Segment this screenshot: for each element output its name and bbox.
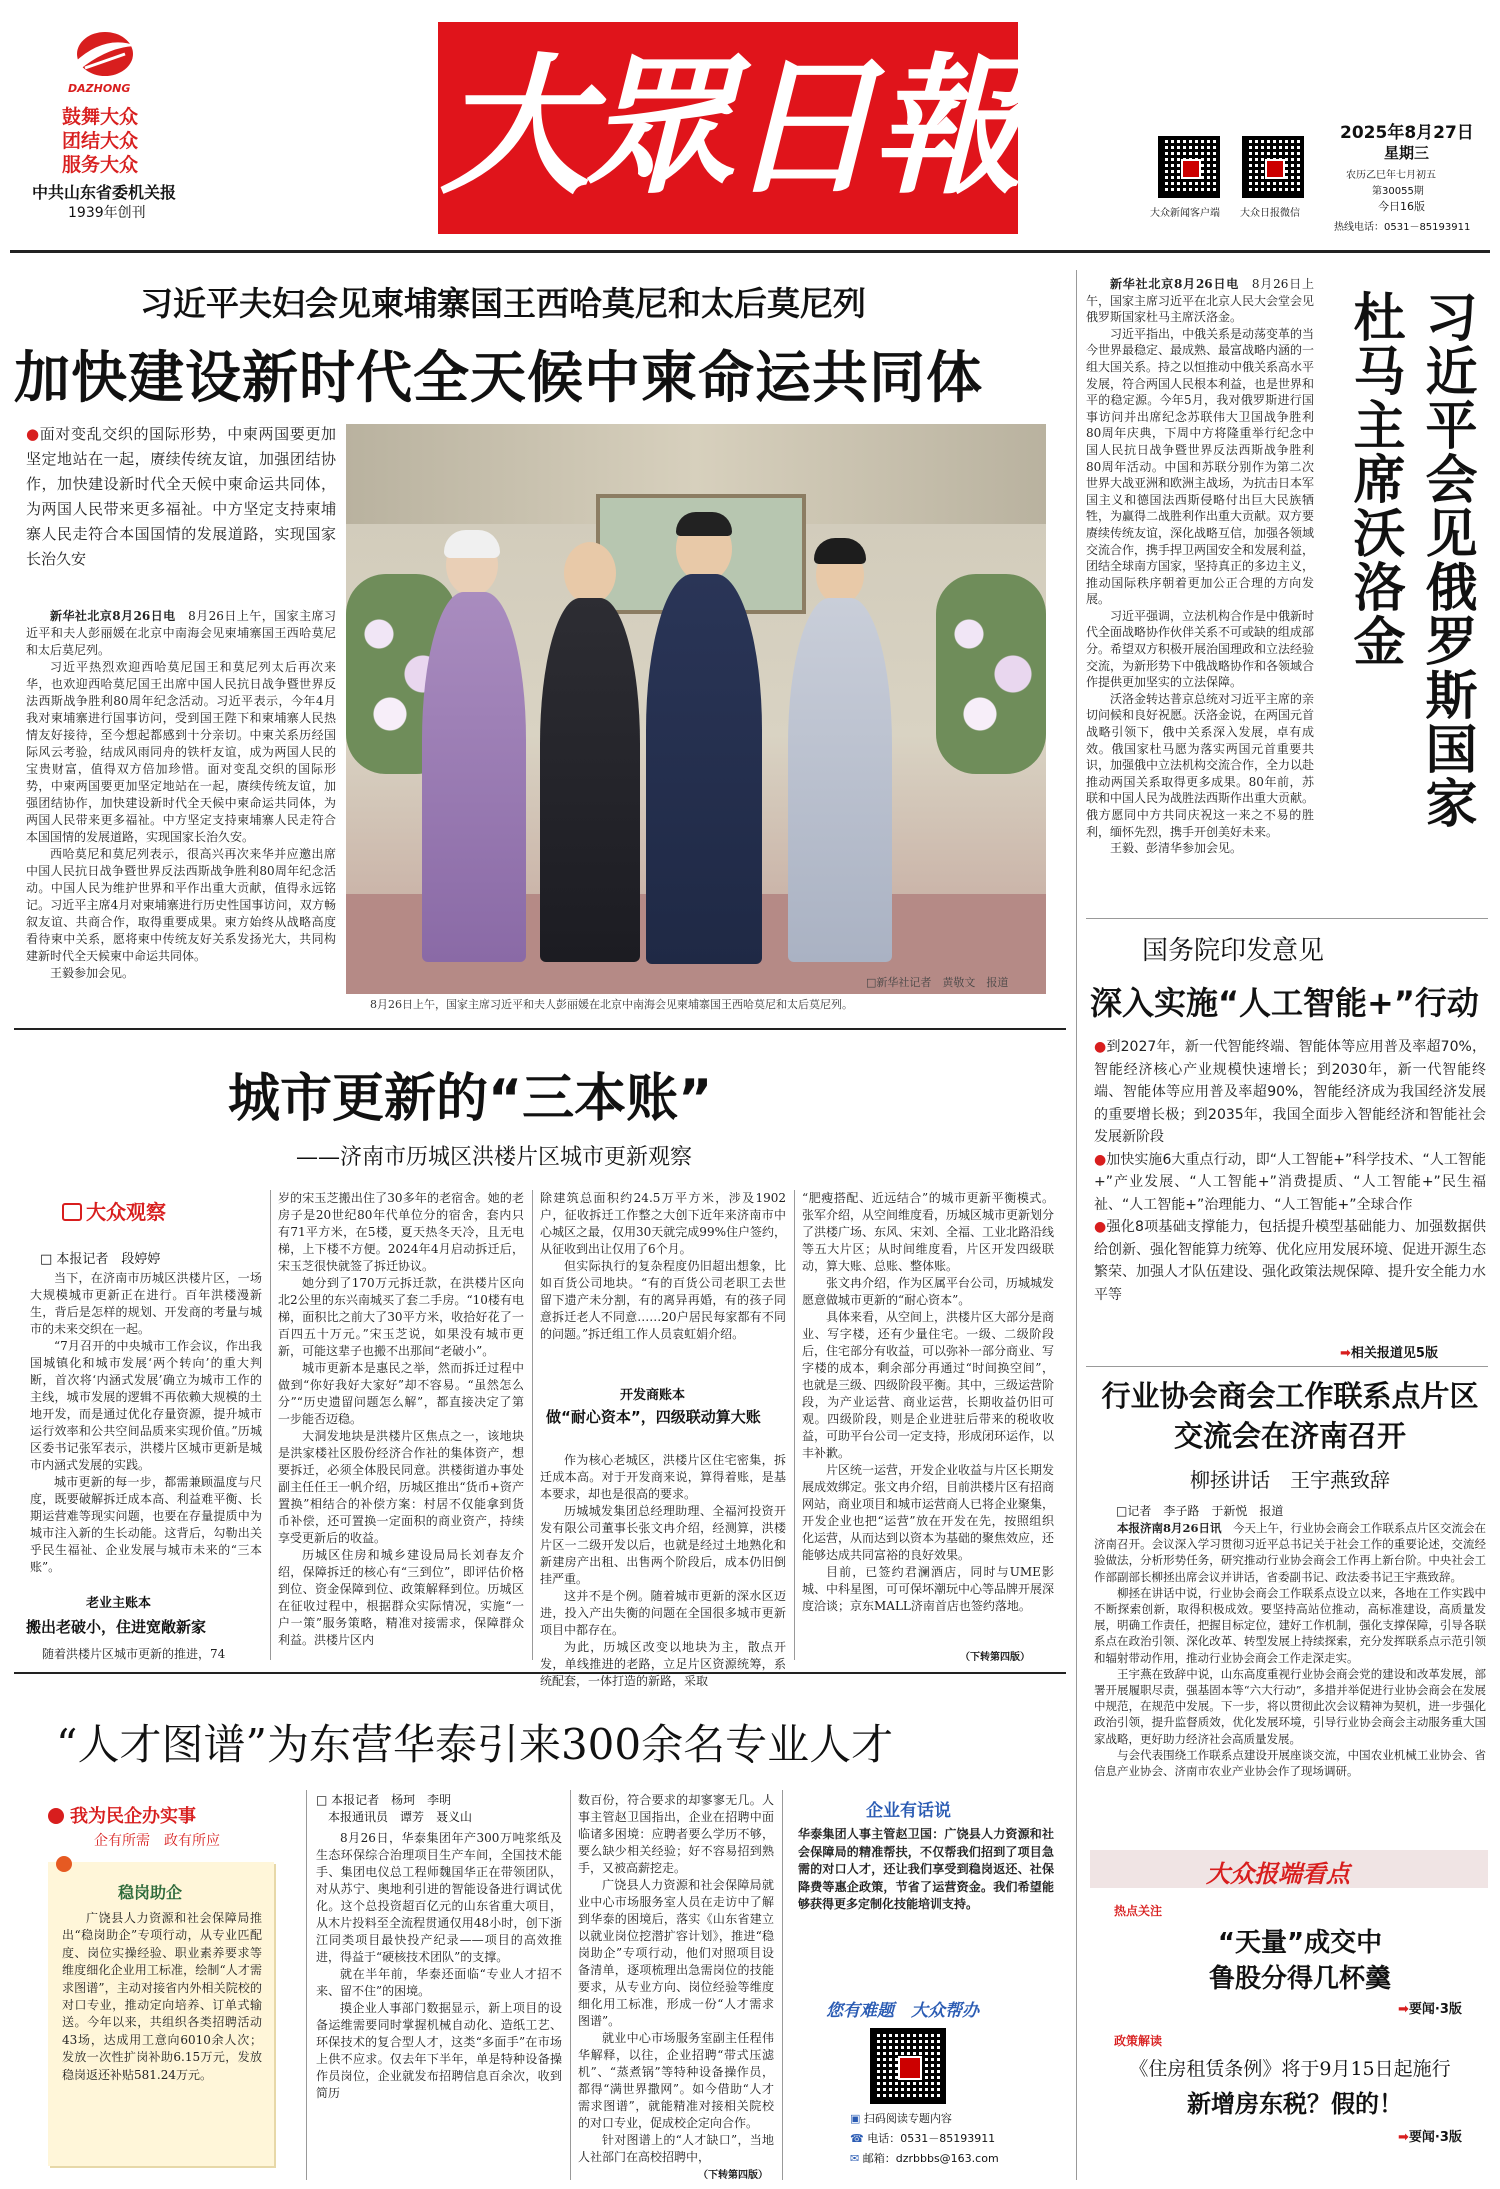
title-band (438, 22, 1018, 234)
talent-divider-3 (782, 1790, 783, 2180)
assoc-headline: 行业协会商会工作联系点片区交流会在济南召开 (1101, 1379, 1479, 1453)
brand-small: DAZHONG (68, 82, 131, 95)
urban-col-2: 岁的宋玉芝搬出住了30多年的老宿舍。她的老房子是20世纪80年代单位分的宿舍，套内只有71平方米，在5楼，夏天热冬天冷，且无电梯，上下楼不方便。2024年4月启动拆迁后，宋玉芝很快就签了拆迁协议。 她分到了170万元拆迁款，在洪楼片区向北2公里的东兴南城买了套二手房。“10楼有电梯，面积比之前大了30平方米，收拾好花了一百四五十万元。”宋玉芝说，如果没有城市更新，可能这辈子也搬不出那间“老破小”。 城市更新本是惠民之举，然而拆迁过程中做到“你好我好大家好”却不容易。“虽然怎么分”“历史遗留问题怎么解”，都直接决定了第一步能否迈稳。 大洞发地块是洪楼片区焦点之一，该地块是洪家楼社区股份经济合作社的集体资产，想要拆迁，必须全体股民同意。洪楼街道办事处副主任任王一帆介绍，历城区推出“货币+资产置换”相结合的补偿方案：村居不仅能拿到货币补偿，还可置换一定面积的商业资产，持续享受更新后的收益。 历城区住房和城乡建设局局长刘春友介绍，保障拆迁的核心有“三到位”，即评估价格到位、资金保障到位、政策解释到位。历城区在征收过程中，根据群众实际情况，实施“一户一策”服务策略，精准对接需求，保障群众利益。洪楼片区内 (278, 1191, 524, 1647)
sidebar-title: 我为民企办实事 (48, 1802, 196, 1828)
photo-caption: 8月26日上午，国家主席习近平和夫人彭丽媛在北京中南海会见柬埔寨国王西哈莫尼和太后莫尼列。 (370, 998, 853, 1011)
ai-points (1094, 1036, 1486, 1306)
report-head-2b: 新增房东税？假的！ (1187, 2090, 1403, 2118)
assoc-dateline: 本报济南8月26日讯 (1117, 1521, 1222, 1535)
scan-icon: ▣ (850, 2112, 864, 2125)
urban-turn-note: （下转第四版） (960, 1652, 1030, 1663)
report-head-2a: 《住房租赁条例》将于9月15日起施行 (1129, 2058, 1451, 2080)
sidebar-kicker: 稳岗助企 (118, 1883, 183, 1902)
report-tag-hot: 热点关注 (1114, 1904, 1163, 1918)
qr-caption-app: 大众新闻客户端 (1150, 208, 1220, 219)
masthead-rule (10, 250, 1490, 253)
report-box (1090, 1850, 1488, 2180)
urban-col-3: 除建筑总面积约24.5万平方米，涉及1902户，征收拆迁工作整之大创下近年来济南市中心城区之最，仅用30天就完成99%住户签约，从征收到出让仅用了6个月。 但实际执行的复杂程度仍旧超出想象，比如百货公司地块。“有的百货公司老职工去世留下遗产未分割，有的离异再婚，有的孩子同意拆迁老人不同意……20户居民每家都有不同的问题。”拆迁组工作人员袁虹娟介绍。 (540, 1191, 786, 1341)
qr-code-wechat (1242, 136, 1304, 198)
slogan-2: 团结大众 (62, 130, 139, 152)
sidebar-body: 广饶县人力资源和社会保障局推出“稳岗助企”专项行动，从专业匹配度、岗位实操经验、职业素养要求等维度细化企业用工标准，绘制“人才需求图谱”，主动对接省内外相关院校的对口专业，推动定向培养、订单式输送。今年以来，共组织各类招聘活动43场，达成用工意向6010余人次；发放一次性扩岗补助6.15万元，发放稳岗返还补贴581.24万元。 (62, 1911, 262, 2082)
slogan-1: 鼓舞大众 (62, 106, 139, 128)
report-head-1b: 鲁股分得几杯羹 (1208, 1964, 1391, 1994)
newspaper-title: 大眾日報 (439, 39, 1016, 215)
ai-point-1: ●到2027年，新一代智能终端、智能体等应用普及率超70%，智能经济核心产业规模快速增长；到2030年，新一代智能终端、智能体等应用普及率超90%，智能经济成为我国经济发展的重要增长极；到2035年，我国全面步入智能经济和智能社会发展新阶段 (1094, 1039, 1487, 1145)
sidebar-note (48, 1862, 274, 2166)
sidebar-sub: 企有所需 政有所应 (94, 1833, 220, 1849)
organ-name: 中共山东省委机关报 (32, 183, 177, 202)
lead-kicker: 习近平夫妇会见柬埔寨国王西哈莫尼和太后莫尼列 (140, 284, 866, 323)
russia-body: 新华社北京8月26日电 8月26日上午，国家主席习近平在北京人民大会堂会见俄罗斯国家杜马主席沃洛金。 习近平指出，中俄关系是动荡变革的当今世界最稳定、最成熟、最富战略内涵的一组大国关系。持之以恒推动中俄关系高水平发展，符合两国人民根本利益，也是世界和平的稳定源。今年5月，我对俄罗斯进行国事访问并出席纪念苏联伟大卫国战争胜利80周年庆典，下周中方将隆重举行纪念中国人民抗日战争暨世界反法西斯战争胜利80周年活动。中国和苏联分别作为第二次世界大战亚洲和欧洲主战场，为抗击日本军国主义和德国法西斯侵略付出巨大民族牺牲，为赢得二战胜利作出重大贡献。双方要赓续传统友谊，深化战略互信，加强各领域交流合作，携手捍卫两国安全和发展利益，团结全球南方国家，坚持真正的多边主义，推动国际秩序朝着更加公正合理的方向发展。 习近平强调，立法机构合作是中俄新时代全面战略协作伙伴关系不可或缺的组成部分。希望双方积极开展治国理政和立法经验交流，为新形势下中俄战略协作和各领域合作提供更加坚实的立法保障。 沃洛金转达普京总统对习近平主席的亲切问候和良好祝愿。沃洛金说，在两国元首战略引领下，俄中关系深入发展，卓有成效。俄国家杜马愿为落实两国元首重要共识，加强俄中立法机构交流合作，全力以赴推动两国关系取得更多成果。80年前，苏联和中国人民为战胜法西斯作出重大贡献。俄方愿同中方共同庆祝这一来之不易的胜利，缅怀先烈，携手开创美好未来。 王毅、彭清华参加会见。 (1086, 277, 1315, 856)
ai-point-2: ●加快实施6大重点行动，即“人工智能+”科学技术、“人工智能+”产业发展、“人工智能+”消费提质、“人工智能+”民生福祉、“人工智能+”治理能力、“人工智能+”全球合作 (1094, 1151, 1486, 1213)
hotline: 热线电话：0531－85193911 (1334, 222, 1471, 233)
mail-icon: ✉ (850, 2152, 863, 2165)
assoc-body: 本报济南8月26日讯 今天上午，行业协会商会工作联系点片区交流会在济南召开。会议深入学习贯彻习近平总书记关于社会工作的重要论述，交流经验做法，分析形势任务，研究推动行业协会商会工作再上新台阶。中央社会工作部副部长柳拯出席会议并讲话，省委副书记、政法委书记王宇燕致辞。 柳拯在讲话中说，行业协会商会工作联系点设立以来，各地在工作实践中不断探索创新，取得积极成效。要坚持高站位推动，高标准建设，高质量发展，明确工作责任，把握目标定位，建好工作机制，强化支撑保障，引导各联系点在政治引领、深化改革、转型发展上持续探索，充分发挥联系点示范引领和辐射带动作用，推动行业协会商会工作走深走实。 王宇燕在致辞中说，山东高度重视行业协会商会党的建设和改革发展，部署开展履职尽责，强基固本等“六大行动”，多措并举促进行业协会商会在发展中规范，在规范中发展。下一步，将以贯彻此次会议精神为契机，进一步强化政治引领，提升监督质效，优化发展环境，引导行业协会商会主动服务重大国家战略，更好助力经济社会高质量发展。 与会代表围绕工作联系点建设开展座谈交流，中国农业机械工业协会、省信息产业协会、济南市农业产业协会作了现场调研。 (1094, 1521, 1487, 1779)
observe-icon (62, 1203, 82, 1221)
issue-date: 2025年8月27日 (1340, 123, 1474, 143)
masthead (0, 0, 1500, 250)
report-head-1a: “天量”成交中 (1217, 1928, 1383, 1958)
phone-icon: ☎ (850, 2132, 868, 2145)
urban-col-1-tail: 随着洪楼片区城市更新的推进，74 (42, 1647, 226, 1661)
urban-divider-2 (532, 1190, 533, 1660)
urban-divider-1 (270, 1190, 271, 1660)
urban-divider-3 (794, 1190, 795, 1660)
lead-column-divider (1076, 270, 1077, 1700)
urban-column-logo: 大众观察 (62, 1196, 166, 1225)
photo-credit: □新华社记者 黄敬文 报道 (866, 976, 1009, 989)
urban-top-rule (14, 1028, 1066, 1030)
urban-sub1-kicker: 老业主账本 (86, 1596, 152, 1611)
ai-kicker: 国务院印发意见 (1142, 936, 1325, 966)
report-tag-policy: 政策解读 (1114, 2034, 1163, 2048)
russia-dateline: 新华社北京8月26日电 (1110, 277, 1240, 291)
pin-icon (56, 1856, 72, 1872)
help-qr-code[interactable] (870, 2028, 946, 2104)
talent-sidebar (28, 1794, 298, 2174)
slogan-3: 服务大众 (62, 154, 139, 176)
lunar-date: 农历乙巳年七月初五 (1346, 170, 1436, 181)
urban-headline: 城市更新的“三本账” (228, 1069, 713, 1129)
founded: 1939年创刊 (68, 205, 146, 221)
weekday: 星期三 (1384, 144, 1430, 162)
ai-headline: 深入实施“人工智能+”行动 (1090, 984, 1479, 1022)
report-link-1[interactable]: ➡ 要闻·3版 (1398, 1998, 1462, 2017)
talent-divider-2 (570, 1790, 571, 2180)
help-phone: ☎ 电话：0531－85193911 (850, 2132, 996, 2145)
lead-headline: 加快建设新时代全天候中柬命运共同体 (14, 346, 983, 411)
assoc-byline: □记者 李子路 于新悦 报道 (1116, 1504, 1284, 1518)
help-scan: ▣ 扫码阅读专题内容 (850, 2112, 952, 2125)
urban-sub1-head: 搬出老破小，住进宽敞新家 (26, 1618, 207, 1636)
ai-point-3: ●强化8项基础支撑能力，包括提升模型基础能力、加强数据供给创新、强化智能算力统筹、优化应用发展环境、促进开源生态繁荣、加强人才队伍建设、强化政策法规保障、提升安全能力水平等 (1094, 1219, 1487, 1303)
talent-byline: □ 本报记者 杨珂 李明 本报通讯员 谭芳 聂义山 (316, 1793, 473, 1824)
talent-col-1: 8月26日，华泰集团年产300万吨浆纸及生态环保综合治理项目生产车间，全国技术能手、集团电仪总工程师魏国华正在带领团队，对从苏宁、奥地利引进的智能设备进行调试优化。这个总投资超百亿元的山东省重大项目，从木片投料至全流程贯通仅用48小时，创下浙江同类项目最快投产纪录——项目的高效推进，得益于“硬核技术团队”的支撑。 就在半年前，华泰还面临“专业人才招不来、留不住”的困境。 摸企业人事部门数据显示，新上项目的设备运维需要同时掌握机械自动化、造纸工艺、环保技术的复合型人才，这类“多面手”在市场上供不应求。仅去年下半年，单是特种设备操作员岗位，企业就发布招聘信息百余次，收到简历 (316, 1831, 562, 2100)
ai-related-link[interactable]: ➡ 相关报道见5版 (1340, 1342, 1438, 1361)
lead-summary: ●面对变乱交织的国际形势，中柬两国要更加坚定地站在一起，赓续传统友谊，加强团结协作，加快建设新时代全天候中柬命运共同体，为两国人民带来更多福祉。中方坚定支持柬埔寨人民走符合本国国情的发展道路，实现国家长治久安 (26, 425, 336, 568)
talent-quote-box (792, 1796, 1060, 1982)
bottom-column-divider (1076, 1700, 1077, 2180)
help-mail: ✉ 邮箱：dzrbbbs@163.com (850, 2152, 999, 2165)
help-box (792, 1990, 1060, 2180)
talent-divider-1 (306, 1790, 307, 2180)
talent-headline: “人才图谱”为东营华泰引来300余名专业人才 (56, 1720, 894, 1769)
report-logo: 大众报端看点 (1206, 1860, 1350, 1888)
page-count: 今日16版 (1378, 200, 1425, 213)
urban-col-3b: 作为核心老城区，洪楼片区住宅密集，拆迁成本高。对于开发商来说，算得着账，是基本要求，却也是很高的要求。 历城城发集团总经理助理、全福河投资开发有限公司董事长张文冉介绍，经测算，洪楼片区一二级开发以后，也就是经过土地熟化和新建房产出租、出售两个阶段后，成本仍旧倒挂严重。 这并不是个例。随着城市更新的深水区迈进，投入产出失衡的问题在全国很多城市更新项目中都存在。 为此，历城区改变以地块为主，散点开发，单线推进的老路，立足片区资源统筹，系统配套，一体打造的新路，采取 (540, 1453, 786, 1688)
ai-rule (1086, 918, 1488, 919)
urban-byline: □ 本报记者 段婷婷 (40, 1252, 161, 1267)
urban-sub2-head: 做“耐心资本”，四级联动算大账 (546, 1408, 761, 1426)
quote-body: 华泰集团人事主管赵卫国：广饶县人力资源和社会保障局的精准帮扶，不仅帮我们招到了项目急需的对口人才，还让我们享受到稳岗返还、社保降费等惠企政策，节省了运营资金。我们希望能够获得更多定制化技能培训支持。 (798, 1827, 1054, 1912)
assoc-rule (1086, 1366, 1488, 1367)
lead-photo (346, 424, 1046, 990)
urban-col-1: 当下，在济南市历城区洪楼片区，一场大规模城市更新正在进行。百年洪楼漫新生，背后是怎样的规划、开发商的考量与城市的未来交织在一起。 “7月召开的中央城市工作会议，作出我国城镇化和城市发展‘两个转向’的重大判断，首次将‘内涵式发展’确立为城市工作的主线，城市发展的逻辑不再依赖大规模的土地开发，而是通过优化存量资源，提升城市运行效率和公共空间品质来实现价值。”历城区委书记张军表示，洪楼片区城市更新是城市内涵式发展的实践。 城市更新的每一步，都需兼顾温度与尺度，既要破解拆迁成本高、利益难平衡、长期运营难等现实问题，也要在存量提质中为城市注入新的生长动能。这背后，勾勒出关乎民生福祉、企业发展与城市未来的“三本账”。 (30, 1271, 262, 1574)
urban-subheadline: ——济南市历城区洪楼片区城市更新观察 (296, 1145, 693, 1170)
talent-col-2: 数百份，符合要求的却寥寥无几。人事主管赵卫国指出，企业在招聘中面临诸多困境：应聘者要么学历不够，要么缺少相关经验；好不容易招到熟手，又被高薪挖走。 广饶县人力资源和社会保障局就业中心市场服务室人员在走访中了解到华泰的困境后，落实《山东省建立以就业岗位挖潜扩容计划》，推进“稳岗助企”专项行动，他们对照项目设备清单，逐项梳理出急需岗位的技能要求，从专业方向、岗位经验等维度细化用工标准，形成一份“人才需求图谱”。 就业中心市场服务室副主任程伟华解释，以往，企业招聘“带式压滤机”、“蒸煮锅”等特种设备操作员，都得“满世界撒网”。如今借助“人才需求图谱”，就能精准对接相关院校的对口专业，促成校企定向合作。 针对图谱上的“人才缺口”，当地人社部门在高校招聘中， (578, 1793, 774, 2164)
talent-turn-note: （下转第四版） (698, 2170, 768, 2181)
quote-title: 企业有话说 (866, 1801, 951, 1821)
qr-code-app (1158, 136, 1220, 198)
lead-dateline: 新华社北京8月26日电 (50, 609, 176, 623)
russia-headline: 习近平会见俄罗斯国家杜马主席沃洛金 (1344, 290, 1476, 830)
help-title: 您有难题 大众帮办 (826, 2001, 979, 2021)
brand-block (20, 24, 190, 239)
qr-caption-wechat: 大众日报微信 (1240, 208, 1300, 219)
lead-body: 新华社北京8月26日电 8月26日上午，国家主席习近平和夫人彭丽媛在北京中南海会见柬埔寨国王西哈莫尼和太后莫尼列。 习近平热烈欢迎西哈莫尼国王和莫尼列太后再次来华，也欢迎西哈莫尼国王出席中国人民抗日战争暨世界反法西斯战争胜利80周年纪念活动。习近平表示，今年4月我对柬埔寨进行国事访问，受到国王陛下和柬埔寨人民热情友好接待，至今想起都感到十分亲切。中柬关系历经国际风云考验，结成风雨同舟的铁杆友谊，成为两国人民的宝贵财富，值得双方倍加珍惜。面对变乱交织的国际形势，中柬两国要更加坚定地站在一起，赓续传统友谊，加强团结协作，加快建设新时代全天候中柬命运共同体，为两国人民带来更多福祉。中方坚定支持柬埔寨人民走符合本国国情的发展道路，实现国家长治久安。 西哈莫尼和莫尼列表示，很高兴再次来华并应邀出席中国人民抗日战争暨世界反法西斯战争胜利80周年纪念活动。中国人民为维护世界和平作出重大贡献，值得永远铭记。习近平主席4月对柬埔寨进行历史性国事访问，双方畅叙友谊、共商合作，取得重要成果。柬方始终从战略高度看待柬中关系，愿将柬中传统友好关系发扬光大，共同构建新时代全天候柬中命运共同体。 王毅参加会见。 (26, 609, 336, 980)
person-icon (48, 1808, 64, 1824)
report-link-2[interactable]: ➡ 要闻·3版 (1398, 2126, 1462, 2145)
urban-col-4: “肥瘦搭配、近远结合”的城市更新平衡模式。张军介绍，从空间维度看，历城区城市更新划分了洪楼广场、东风、宋刘、全福、工业北路沿线等五大片区；从时间维度看，片区开发四级联动，算大账、总账、整体账。 张文冉介绍，作为区属平台公司，历城城发愿意做城市更新的“耐心资本”。 具体来看，从空间上，洪楼片区大部分是商业、写字楼，还有少量住宅。一级、二级阶段后，住宅部分有收益，可以弥补一部分商业、写字楼的成本，剩余部分再通过“时间换空间”，也就是三级、四级阶段平衡。其中，三级运营阶段，为产业运营、商业运营，长期收益仍旧可观。四级阶段，则是企业进驻后带来的税收收益，可助平台公司一定支持，形成闭环运作，以丰补歉。 片区统一运营，开发企业收益与片区长期发展成效绑定。张文冉介绍，目前洪楼片区有招商网站，商业项目和城市运营商人已将企业聚集，开发企业也把“运营”放在开发在先，按照组织化运营，从而达到以资本为基础的聚焦效应，还能够达成共同富裕的良好效果。 目前，已签约君澜酒店，同时与UME影城、中科星图，可可保坏潮玩中心等品牌开展深度洽谈；京东MALL济南首店也签约落地。 (802, 1191, 1055, 1613)
talent-top-rule (14, 1672, 1066, 1674)
assoc-sub: 柳拯讲话 王宇燕致辞 (1190, 1468, 1390, 1492)
dazhong-logo-icon (65, 24, 145, 84)
issue-number: 第30055期 (1372, 186, 1424, 197)
urban-sub2-kicker: 开发商账本 (620, 1388, 686, 1403)
